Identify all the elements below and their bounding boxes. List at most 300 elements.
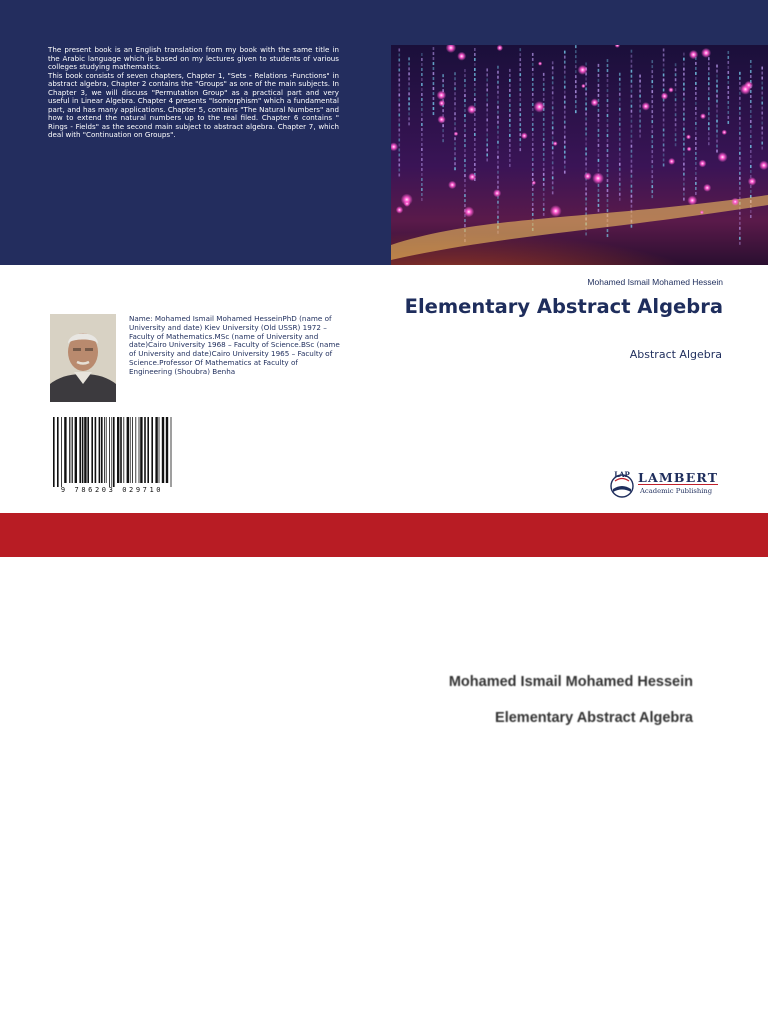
art-code-mark bbox=[607, 119, 609, 122]
art-code-mark bbox=[454, 167, 456, 170]
art-code-mark bbox=[421, 123, 423, 126]
art-code-mark bbox=[663, 78, 665, 81]
art-code-mark bbox=[575, 80, 577, 83]
barcode-bar bbox=[162, 417, 164, 483]
art-code-mark bbox=[421, 128, 423, 131]
art-code-mark bbox=[398, 163, 400, 166]
art-code-mark bbox=[619, 173, 621, 176]
art-code-mark bbox=[716, 85, 718, 88]
art-code-mark bbox=[631, 90, 633, 93]
art-code-mark bbox=[716, 105, 718, 108]
art-code-mark bbox=[486, 93, 488, 96]
art-glow-dot bbox=[703, 184, 711, 192]
art-code-mark bbox=[575, 60, 577, 63]
art-code-mark bbox=[695, 97, 697, 100]
art-code-mark bbox=[442, 79, 444, 82]
art-code-mark bbox=[486, 113, 488, 116]
art-code-mark bbox=[575, 70, 577, 73]
art-code-mark bbox=[695, 187, 697, 190]
art-code-mark bbox=[421, 93, 423, 96]
art-code-mark bbox=[519, 133, 521, 136]
art-code-mark bbox=[619, 138, 621, 141]
art-code-mark bbox=[631, 125, 633, 128]
art-code-mark bbox=[631, 175, 633, 178]
art-code-mark bbox=[564, 116, 566, 119]
art-code-mark bbox=[639, 75, 641, 78]
art-code-mark bbox=[486, 68, 488, 71]
art-code-mark bbox=[695, 167, 697, 170]
art-code-mark bbox=[619, 153, 621, 156]
art-code-mark bbox=[408, 102, 410, 105]
art-code-mark bbox=[474, 73, 476, 76]
art-code-mark bbox=[651, 60, 653, 63]
art-code-mark bbox=[543, 88, 545, 91]
art-code-mark bbox=[464, 174, 466, 177]
art-code-mark bbox=[519, 73, 521, 76]
barcode-bar bbox=[111, 417, 112, 487]
art-code-mark bbox=[575, 85, 577, 88]
art-code-mark bbox=[552, 111, 554, 114]
art-code-mark bbox=[695, 152, 697, 155]
art-code-mark bbox=[564, 126, 566, 129]
art-code-mark bbox=[575, 75, 577, 78]
art-code-mark bbox=[442, 74, 444, 77]
art-code-mark bbox=[651, 110, 653, 113]
art-code-mark bbox=[552, 126, 554, 129]
art-code-mark bbox=[739, 72, 741, 75]
art-code-mark bbox=[750, 170, 752, 173]
art-code-mark bbox=[398, 78, 400, 81]
art-code-mark bbox=[761, 112, 763, 115]
art-code-mark bbox=[532, 148, 534, 151]
art-code-mark bbox=[750, 125, 752, 128]
art-code-mark bbox=[683, 113, 685, 116]
art-code-mark bbox=[619, 103, 621, 106]
art-code-mark bbox=[607, 104, 609, 107]
art-code-mark bbox=[716, 145, 718, 148]
art-code-mark bbox=[631, 130, 633, 133]
art-code-mark bbox=[486, 148, 488, 151]
art-code-mark bbox=[598, 164, 600, 167]
art-code-mark bbox=[716, 70, 718, 73]
barcode-bar bbox=[127, 417, 129, 483]
art-code-mark bbox=[761, 107, 763, 110]
art-code-mark bbox=[421, 88, 423, 91]
art-code-mark bbox=[598, 89, 600, 92]
art-glow-dot bbox=[668, 87, 673, 92]
art-code-mark bbox=[398, 103, 400, 106]
art-code-mark bbox=[464, 84, 466, 87]
art-code-mark bbox=[464, 89, 466, 92]
art-code-mark bbox=[727, 101, 729, 104]
art-code-mark bbox=[675, 68, 677, 71]
barcode-bar bbox=[64, 417, 66, 483]
art-code-mark bbox=[421, 153, 423, 156]
art-code-mark bbox=[509, 164, 511, 167]
art-code-mark bbox=[509, 124, 511, 127]
art-code-mark bbox=[739, 182, 741, 185]
art-code-mark bbox=[543, 123, 545, 126]
barcode-bar bbox=[120, 417, 122, 483]
art-code-mark bbox=[639, 115, 641, 118]
art-code-mark bbox=[639, 100, 641, 103]
art-code-mark bbox=[486, 83, 488, 86]
art-glow-dot bbox=[457, 52, 466, 61]
art-code-mark bbox=[552, 66, 554, 69]
art-code-mark bbox=[421, 108, 423, 111]
art-code-mark bbox=[575, 105, 577, 108]
art-code-mark bbox=[408, 112, 410, 115]
art-code-mark bbox=[454, 77, 456, 80]
art-code-mark bbox=[750, 130, 752, 133]
art-code-mark bbox=[497, 146, 499, 149]
art-code-mark bbox=[398, 123, 400, 126]
front-cover-title: Elementary Abstract Algebra bbox=[404, 295, 723, 318]
art-code-mark bbox=[421, 163, 423, 166]
art-code-mark bbox=[454, 127, 456, 130]
art-code-mark bbox=[532, 163, 534, 166]
art-code-mark bbox=[619, 158, 621, 161]
art-code-mark bbox=[739, 112, 741, 115]
art-code-mark bbox=[708, 62, 710, 65]
art-code-mark bbox=[663, 63, 665, 66]
art-code-mark bbox=[651, 85, 653, 88]
art-code-mark bbox=[433, 82, 435, 85]
art-code-mark bbox=[708, 117, 710, 120]
art-code-mark bbox=[454, 162, 456, 165]
barcode-bar bbox=[106, 417, 107, 483]
art-code-mark bbox=[716, 130, 718, 133]
art-code-mark bbox=[398, 73, 400, 76]
art-code-mark bbox=[585, 132, 587, 135]
barcode-bar bbox=[101, 417, 103, 483]
art-code-mark bbox=[552, 171, 554, 174]
art-code-mark bbox=[639, 135, 641, 138]
art-code-mark bbox=[509, 114, 511, 117]
art-code-mark bbox=[727, 81, 729, 84]
art-code-mark bbox=[532, 128, 534, 131]
art-glow-dot bbox=[701, 48, 711, 58]
art-code-mark bbox=[750, 160, 752, 163]
art-code-mark bbox=[619, 178, 621, 181]
art-code-mark bbox=[663, 163, 665, 166]
art-code-mark bbox=[532, 88, 534, 91]
art-code-mark bbox=[716, 135, 718, 138]
art-code-mark bbox=[631, 65, 633, 68]
art-code-mark bbox=[598, 159, 600, 162]
art-code-mark bbox=[631, 60, 633, 63]
art-code-mark bbox=[532, 158, 534, 161]
art-code-mark bbox=[543, 133, 545, 136]
art-code-mark bbox=[651, 80, 653, 83]
art-code-mark bbox=[631, 140, 633, 143]
art-code-mark bbox=[631, 100, 633, 103]
art-glow-dot bbox=[591, 98, 599, 106]
art-code-mark bbox=[519, 78, 521, 81]
art-code-mark bbox=[543, 168, 545, 171]
art-code-mark bbox=[598, 114, 600, 117]
art-code-mark bbox=[464, 159, 466, 162]
barcode-bar bbox=[109, 417, 110, 487]
art-code-mark bbox=[552, 101, 554, 104]
art-code-mark bbox=[750, 70, 752, 73]
art-code-mark bbox=[663, 128, 665, 131]
art-code-mark bbox=[532, 108, 534, 111]
art-glow-dot bbox=[699, 160, 707, 168]
art-code-mark bbox=[585, 167, 587, 170]
art-glow-dot bbox=[592, 172, 604, 184]
art-glow-dot bbox=[538, 62, 542, 66]
art-code-mark bbox=[631, 155, 633, 158]
art-code-mark bbox=[739, 77, 741, 80]
art-code-mark bbox=[532, 113, 534, 116]
art-code-mark bbox=[708, 132, 710, 135]
art-code-mark bbox=[464, 169, 466, 172]
art-code-mark bbox=[695, 122, 697, 125]
art-code-mark bbox=[695, 177, 697, 180]
art-code-mark bbox=[651, 160, 653, 163]
art-code-mark bbox=[750, 120, 752, 123]
art-code-mark bbox=[675, 133, 677, 136]
art-code-mark bbox=[619, 83, 621, 86]
art-code-mark bbox=[739, 137, 741, 140]
art-code-mark bbox=[575, 55, 577, 58]
art-code-mark bbox=[683, 73, 685, 76]
art-code-mark bbox=[607, 64, 609, 67]
art-code-mark bbox=[519, 113, 521, 116]
art-code-mark bbox=[564, 61, 566, 64]
art-code-mark bbox=[474, 98, 476, 101]
art-code-mark bbox=[464, 114, 466, 117]
art-code-mark bbox=[663, 73, 665, 76]
art-code-mark bbox=[532, 63, 534, 66]
art-code-mark bbox=[564, 101, 566, 104]
art-code-mark bbox=[639, 85, 641, 88]
art-code-mark bbox=[683, 173, 685, 176]
art-code-mark bbox=[619, 78, 621, 81]
art-code-mark bbox=[750, 115, 752, 118]
art-code-mark bbox=[564, 71, 566, 74]
art-code-mark bbox=[408, 77, 410, 80]
art-code-mark bbox=[474, 58, 476, 61]
art-code-mark bbox=[708, 127, 710, 130]
art-code-mark bbox=[532, 173, 534, 176]
art-code-mark bbox=[454, 82, 456, 85]
art-code-mark bbox=[675, 93, 677, 96]
art-code-mark bbox=[675, 78, 677, 81]
art-code-mark bbox=[519, 138, 521, 141]
art-code-mark bbox=[675, 73, 677, 76]
art-code-mark bbox=[454, 87, 456, 90]
art-code-mark bbox=[464, 74, 466, 77]
art-code-mark bbox=[716, 120, 718, 123]
art-code-mark bbox=[598, 64, 600, 67]
art-glow-dot bbox=[731, 198, 739, 206]
art-code-mark bbox=[651, 170, 653, 173]
art-code-mark bbox=[552, 136, 554, 139]
art-code-mark bbox=[663, 83, 665, 86]
art-code-mark bbox=[607, 149, 609, 152]
art-code-mark bbox=[739, 132, 741, 135]
art-code-mark bbox=[398, 158, 400, 161]
art-code-mark bbox=[598, 74, 600, 77]
art-code-mark bbox=[739, 172, 741, 175]
barcode-bar bbox=[99, 417, 101, 483]
art-code-mark bbox=[761, 97, 763, 100]
art-code-mark bbox=[651, 135, 653, 138]
art-code-mark bbox=[474, 88, 476, 91]
art-code-mark bbox=[464, 99, 466, 102]
art-code-mark bbox=[683, 108, 685, 111]
art-code-mark bbox=[474, 53, 476, 56]
art-code-mark bbox=[607, 89, 609, 92]
barcode-bar bbox=[84, 417, 86, 483]
art-code-mark bbox=[585, 112, 587, 115]
art-code-mark bbox=[585, 162, 587, 165]
title-page-author: Mohamed Ismail Mohamed Hessein bbox=[448, 674, 693, 690]
art-code-mark bbox=[433, 97, 435, 100]
art-glow-dot bbox=[454, 132, 458, 136]
art-code-mark bbox=[708, 67, 710, 70]
art-code-mark bbox=[739, 107, 741, 110]
art-code-mark bbox=[509, 149, 511, 152]
art-glow-dot bbox=[463, 206, 474, 217]
art-code-mark bbox=[683, 143, 685, 146]
art-code-mark bbox=[398, 143, 400, 146]
art-code-mark bbox=[433, 107, 435, 110]
art-code-mark bbox=[398, 83, 400, 86]
art-code-mark bbox=[631, 170, 633, 173]
art-code-mark bbox=[564, 51, 566, 54]
art-code-mark bbox=[408, 92, 410, 95]
art-code-mark bbox=[695, 192, 697, 195]
art-code-mark bbox=[607, 134, 609, 137]
art-code-mark bbox=[663, 68, 665, 71]
art-code-mark bbox=[543, 173, 545, 176]
art-code-mark bbox=[607, 124, 609, 127]
art-code-mark bbox=[663, 88, 665, 91]
barcode-bar bbox=[104, 417, 105, 483]
art-code-mark bbox=[564, 96, 566, 99]
art-code-mark bbox=[497, 171, 499, 174]
art-code-mark bbox=[607, 59, 609, 62]
art-code-mark bbox=[454, 97, 456, 100]
art-code-mark bbox=[739, 167, 741, 170]
art-code-mark bbox=[695, 77, 697, 80]
art-code-mark bbox=[552, 176, 554, 179]
art-code-mark bbox=[398, 173, 400, 176]
art-glow-dot bbox=[700, 210, 704, 214]
art-code-mark bbox=[639, 120, 641, 123]
art-code-mark bbox=[651, 140, 653, 143]
art-code-mark bbox=[727, 91, 729, 94]
art-code-mark bbox=[598, 139, 600, 142]
art-code-mark bbox=[651, 90, 653, 93]
art-code-mark bbox=[532, 138, 534, 141]
art-code-mark bbox=[761, 102, 763, 105]
art-code-mark bbox=[564, 91, 566, 94]
art-code-mark bbox=[651, 165, 653, 168]
barcode-bar bbox=[61, 417, 62, 487]
art-glow-dot bbox=[396, 206, 403, 213]
art-code-mark bbox=[631, 120, 633, 123]
art-code-mark bbox=[683, 183, 685, 186]
art-glow-dot bbox=[497, 45, 503, 51]
art-code-mark bbox=[739, 142, 741, 145]
art-code-mark bbox=[761, 92, 763, 95]
art-code-mark bbox=[739, 177, 741, 180]
art-code-mark bbox=[408, 62, 410, 65]
art-code-mark bbox=[509, 119, 511, 122]
art-code-mark bbox=[464, 109, 466, 112]
barcode-bar bbox=[151, 417, 153, 483]
barcode-bar bbox=[139, 417, 140, 483]
art-code-mark bbox=[421, 83, 423, 86]
art-code-mark bbox=[509, 89, 511, 92]
art-code-mark bbox=[761, 67, 763, 70]
art-code-mark bbox=[398, 63, 400, 66]
art-code-mark bbox=[607, 109, 609, 112]
art-code-mark bbox=[708, 82, 710, 85]
barcode-bar bbox=[123, 417, 124, 483]
art-code-mark bbox=[607, 94, 609, 97]
art-code-mark bbox=[739, 127, 741, 130]
art-code-mark bbox=[486, 143, 488, 146]
art-code-mark bbox=[421, 173, 423, 176]
art-code-mark bbox=[497, 116, 499, 119]
art-code-mark bbox=[683, 83, 685, 86]
art-code-mark bbox=[750, 145, 752, 148]
svg-text:LAP: LAP bbox=[614, 470, 630, 479]
art-code-mark bbox=[619, 73, 621, 76]
art-code-mark bbox=[683, 128, 685, 131]
art-code-mark bbox=[631, 95, 633, 98]
art-code-mark bbox=[607, 84, 609, 87]
art-code-mark bbox=[497, 96, 499, 99]
art-code-mark bbox=[464, 134, 466, 137]
art-glow-dot bbox=[700, 113, 706, 119]
art-code-mark bbox=[564, 156, 566, 159]
art-code-mark bbox=[421, 183, 423, 186]
art-code-mark bbox=[683, 133, 685, 136]
art-code-mark bbox=[675, 103, 677, 106]
art-code-mark bbox=[552, 61, 554, 64]
art-code-mark bbox=[663, 143, 665, 146]
art-code-mark bbox=[474, 128, 476, 131]
art-code-mark bbox=[433, 77, 435, 80]
art-code-mark bbox=[708, 137, 710, 140]
art-code-mark bbox=[619, 133, 621, 136]
art-code-mark bbox=[509, 74, 511, 77]
art-code-mark bbox=[543, 98, 545, 101]
art-code-mark bbox=[663, 53, 665, 56]
author-photo bbox=[50, 314, 116, 402]
art-glow-dot bbox=[740, 84, 751, 95]
art-code-mark bbox=[631, 135, 633, 138]
art-code-mark bbox=[761, 87, 763, 90]
art-code-mark bbox=[683, 103, 685, 106]
barcode-bar bbox=[117, 417, 119, 483]
art-code-mark bbox=[408, 117, 410, 120]
art-code-mark bbox=[497, 71, 499, 74]
art-code-mark bbox=[716, 80, 718, 83]
art-code-mark bbox=[564, 86, 566, 89]
art-code-mark bbox=[433, 102, 435, 105]
art-code-mark bbox=[727, 76, 729, 79]
art-code-mark bbox=[619, 98, 621, 101]
art-code-mark bbox=[598, 84, 600, 87]
art-code-mark bbox=[532, 93, 534, 96]
